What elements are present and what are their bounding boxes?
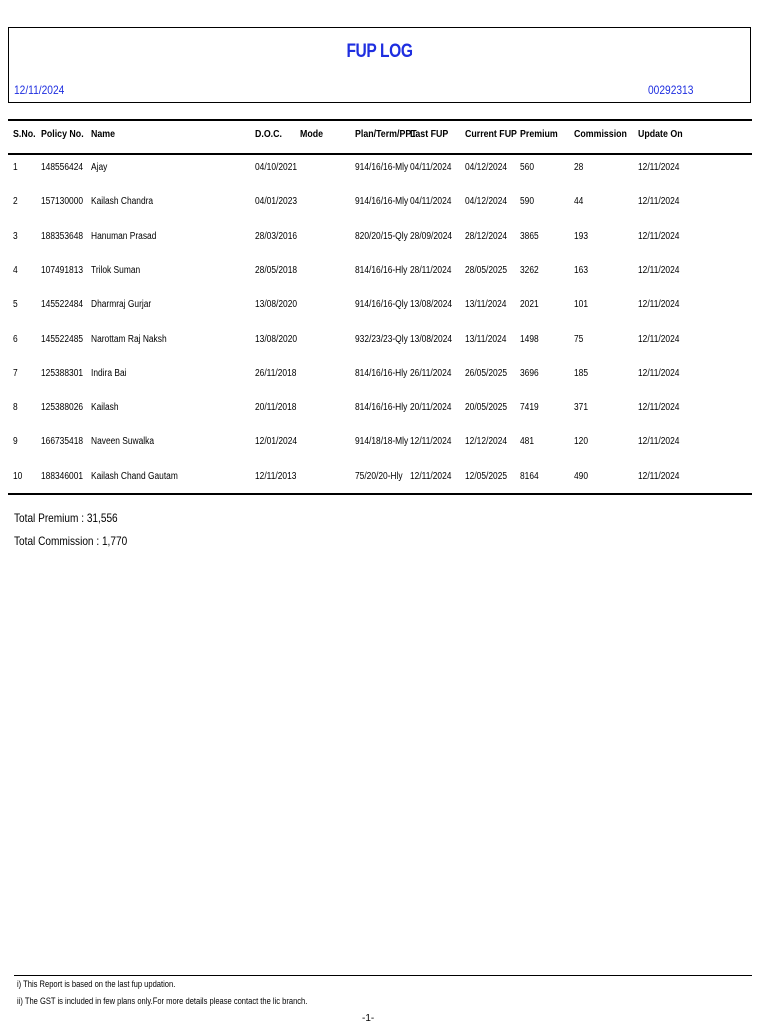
- cell-premium: 3262: [520, 264, 539, 276]
- page-number: -1-: [362, 1013, 375, 1024]
- cell-current-fup: 04/12/2024: [465, 162, 508, 173]
- cell-sno: 9: [13, 436, 18, 448]
- cell-policy-no: 145522484: [41, 299, 84, 311]
- cell-last-fup: 12/11/2024: [410, 470, 452, 482]
- cell-plan-term-ppt: 814/16/16-Hly: [355, 402, 408, 414]
- cell-doc: 12/11/2013: [255, 470, 297, 482]
- cell-premium: 8164: [520, 470, 539, 482]
- cell-commission: 101: [574, 299, 589, 311]
- cell-commission: 371: [574, 402, 589, 414]
- cell-last-fup: 20/11/2024: [410, 402, 452, 414]
- cell-commission: 44: [574, 196, 584, 208]
- cell-name: Dharmraj Gurjar: [91, 299, 152, 311]
- table-bottom-rule: [8, 493, 752, 495]
- cell-premium: 2021: [520, 299, 539, 311]
- cell-update-on: 12/11/2024: [638, 367, 680, 379]
- cell-current-fup: 20/05/2025: [465, 402, 508, 414]
- footer-note-1: i) This Report is based on the last fup updation.: [17, 979, 176, 989]
- cell-last-fup: 28/09/2024: [410, 230, 453, 242]
- cell-sno: 1: [13, 162, 18, 173]
- cell-policy-no: 107491813: [41, 264, 84, 276]
- cell-current-fup: 26/05/2025: [465, 367, 508, 379]
- cell-update-on: 12/11/2024: [638, 470, 680, 482]
- cell-last-fup: 28/11/2024: [410, 264, 452, 276]
- cell-doc: 28/03/2016: [255, 230, 298, 242]
- table-top-rule: [8, 119, 752, 121]
- cell-policy-no: 145522485: [41, 333, 84, 345]
- cell-last-fup: 13/08/2024: [410, 333, 453, 345]
- cell-policy-no: 125388301: [41, 367, 84, 379]
- cell-update-on: 12/11/2024: [638, 196, 680, 208]
- cell-plan-term-ppt: 820/20/15-Qly: [355, 230, 408, 242]
- column-header-current-fup: Current FUP: [465, 128, 517, 140]
- cell-name: Trilok Suman: [91, 264, 141, 276]
- cell-premium: 7419: [520, 402, 539, 414]
- column-header-policy-no: Policy No.: [41, 128, 84, 140]
- footer-rule: [14, 975, 752, 976]
- cell-policy-no: 125388026: [41, 402, 84, 414]
- table-header-rule: [8, 153, 752, 155]
- cell-update-on: 12/11/2024: [638, 230, 680, 242]
- cell-commission: 490: [574, 470, 589, 482]
- cell-doc: 12/01/2024: [255, 436, 298, 448]
- cell-update-on: 12/11/2024: [638, 162, 680, 173]
- cell-name: Naveen Suwalka: [91, 436, 155, 448]
- cell-doc: 20/11/2018: [255, 402, 297, 414]
- cell-doc: 28/05/2018: [255, 264, 298, 276]
- report-title: FUP LOG: [346, 41, 413, 62]
- cell-doc: 04/01/2023: [255, 196, 298, 208]
- cell-commission: 193: [574, 230, 589, 242]
- cell-name: Narottam Raj Naksh: [91, 333, 167, 345]
- cell-update-on: 12/11/2024: [638, 333, 680, 345]
- cell-plan-term-ppt: 914/16/16-Mly: [355, 162, 409, 173]
- cell-last-fup: 04/11/2024: [410, 196, 452, 208]
- cell-premium: 3865: [520, 230, 539, 242]
- total-premium: Total Premium : 31,556: [14, 511, 118, 525]
- report-date: 12/11/2024: [14, 83, 65, 97]
- cell-policy-no: 157130000: [41, 196, 84, 208]
- cell-policy-no: 166735418: [41, 436, 84, 448]
- cell-update-on: 12/11/2024: [638, 436, 680, 448]
- cell-doc: 13/08/2020: [255, 333, 298, 345]
- cell-doc: 04/10/2021: [255, 162, 298, 173]
- cell-sno: 8: [13, 402, 18, 414]
- cell-sno: 4: [13, 264, 18, 276]
- cell-current-fup: 13/11/2024: [465, 299, 507, 311]
- cell-name: Kailash Chandra: [91, 196, 154, 208]
- column-header-update-on: Update On: [638, 128, 683, 140]
- cell-premium: 590: [520, 196, 535, 208]
- cell-plan-term-ppt: 814/16/16-Hly: [355, 367, 408, 379]
- cell-update-on: 12/11/2024: [638, 402, 680, 414]
- cell-premium: 3696: [520, 367, 539, 379]
- footer-note-2: ii) The GST is included in few plans only.For more details please contact the lic branch.: [17, 996, 308, 1006]
- cell-plan-term-ppt: 75/20/20-Hly: [355, 470, 403, 482]
- cell-name: Kailash: [91, 402, 119, 414]
- cell-current-fup: 13/11/2024: [465, 333, 507, 345]
- agent-code: 00292313: [647, 83, 693, 97]
- cell-current-fup: 04/12/2024: [465, 196, 508, 208]
- cell-sno: 3: [13, 230, 18, 242]
- column-header-mode: Mode: [300, 128, 324, 140]
- cell-premium: 560: [520, 162, 535, 173]
- cell-sno: 6: [13, 333, 18, 345]
- column-header-premium: Premium: [520, 128, 558, 140]
- column-header-doc: D.O.C.: [255, 128, 282, 140]
- cell-last-fup: 13/08/2024: [410, 299, 453, 311]
- cell-policy-no: 188346001: [41, 470, 84, 482]
- column-header-sno: S.No.: [13, 128, 36, 140]
- cell-name: Kailash Chand Gautam: [91, 470, 178, 482]
- cell-update-on: 12/11/2024: [638, 264, 680, 276]
- cell-current-fup: 12/12/2024: [465, 436, 508, 448]
- cell-sno: 2: [13, 196, 18, 208]
- cell-sno: 5: [13, 299, 18, 311]
- cell-plan-term-ppt: 914/16/16-Mly: [355, 196, 409, 208]
- cell-current-fup: 12/05/2025: [465, 470, 508, 482]
- cell-current-fup: 28/12/2024: [465, 230, 508, 242]
- column-header-name: Name: [91, 128, 116, 140]
- cell-name: Hanuman Prasad: [91, 230, 157, 242]
- cell-commission: 28: [574, 162, 584, 173]
- cell-plan-term-ppt: 814/16/16-Hly: [355, 264, 408, 276]
- cell-plan-term-ppt: 932/23/23-Qly: [355, 333, 408, 345]
- cell-commission: 185: [574, 367, 589, 379]
- cell-current-fup: 28/05/2025: [465, 264, 508, 276]
- cell-name: Ajay: [91, 162, 108, 173]
- cell-plan-term-ppt: 914/18/18-Mly: [355, 436, 409, 448]
- cell-premium: 1498: [520, 333, 539, 345]
- cell-name: Indira Bai: [91, 367, 127, 379]
- cell-commission: 163: [574, 264, 589, 276]
- cell-commission: 75: [574, 333, 584, 345]
- column-header-commission: Commission: [574, 128, 627, 140]
- cell-sno: 7: [13, 367, 18, 379]
- cell-plan-term-ppt: 914/16/16-Qly: [355, 299, 408, 311]
- cell-doc: 26/11/2018: [255, 367, 297, 379]
- report-header: [8, 27, 751, 103]
- cell-last-fup: 26/11/2024: [410, 367, 452, 379]
- cell-doc: 13/08/2020: [255, 299, 298, 311]
- column-header-last-fup: Last FUP: [410, 128, 449, 140]
- total-commission: Total Commission : 1,770: [14, 534, 128, 548]
- cell-premium: 481: [520, 436, 535, 448]
- cell-policy-no: 188353648: [41, 230, 84, 242]
- column-header-plan-term-ppt: Plan/Term/PPT: [355, 128, 417, 140]
- cell-policy-no: 148556424: [41, 162, 84, 173]
- cell-commission: 120: [574, 436, 589, 448]
- cell-update-on: 12/11/2024: [638, 299, 680, 311]
- cell-last-fup: 04/11/2024: [410, 162, 452, 173]
- cell-sno: 10: [13, 470, 23, 482]
- cell-last-fup: 12/11/2024: [410, 436, 452, 448]
